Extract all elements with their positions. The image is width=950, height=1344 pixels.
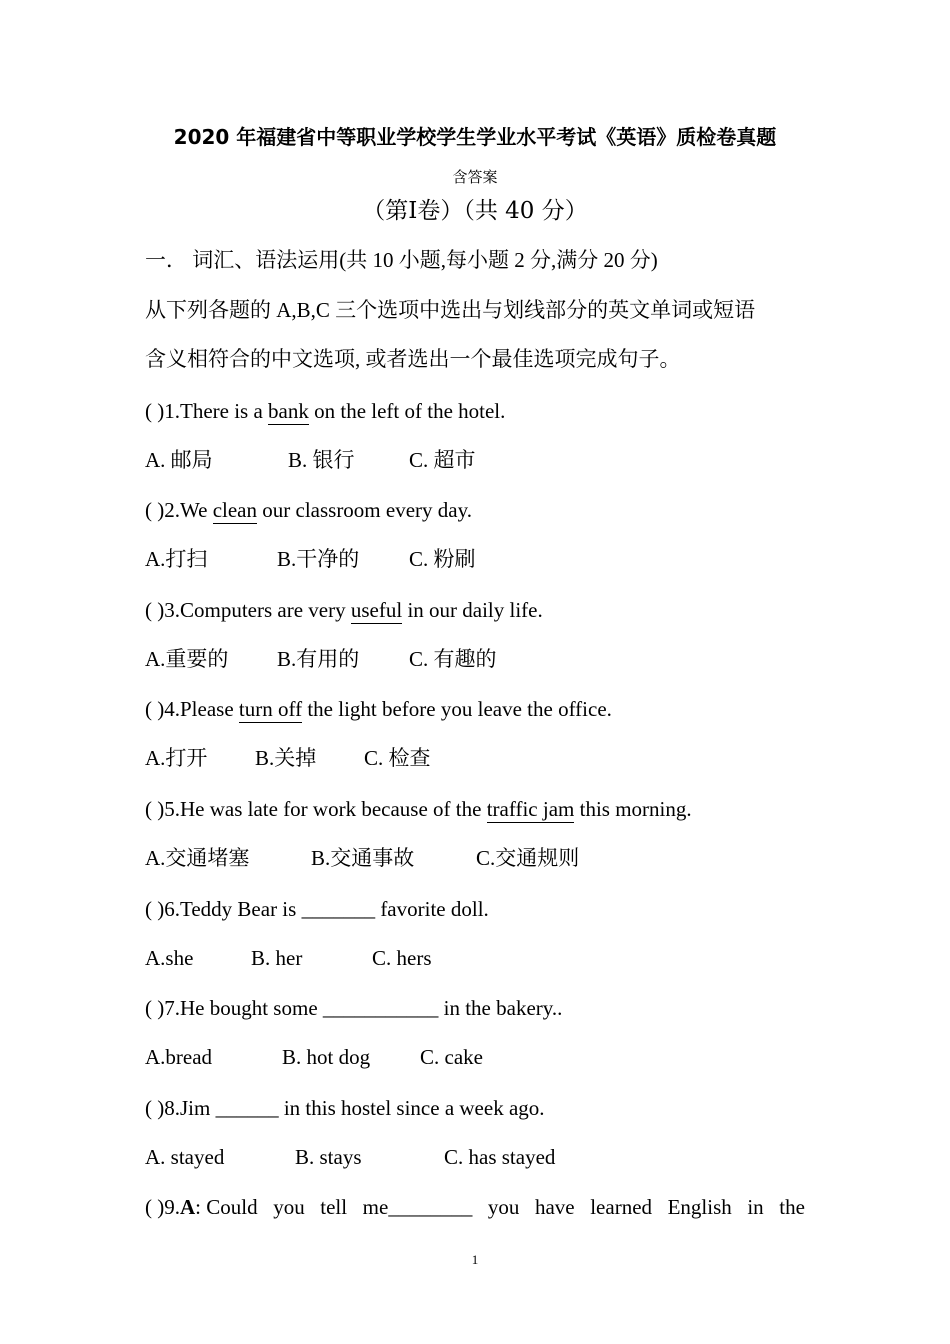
q9-word: you xyxy=(273,1195,305,1219)
option-b: B. stays xyxy=(295,1145,362,1169)
option-b: B. 银行 xyxy=(288,448,355,472)
question-2 xyxy=(145,496,472,524)
option-c: C. cake xyxy=(420,1045,483,1069)
option-c: C. 超市 xyxy=(409,448,476,472)
question-4 xyxy=(145,695,612,723)
question-1 xyxy=(145,397,505,425)
speaker-a: A xyxy=(180,1195,196,1219)
page-number: 1 xyxy=(471,1252,479,1267)
q9-word: me________ xyxy=(362,1195,473,1219)
option-c: C. has stayed xyxy=(444,1145,556,1169)
document-title: 2020 年福建省中等职业学校学生学业水平考试《英语》质检卷真题 xyxy=(173,125,777,149)
instruction-line-2: 含义相符合的中文选项, 或者选出一个最佳选项完成句子。 xyxy=(145,347,681,371)
option-b: B.关掉 xyxy=(255,746,317,770)
question-text: ( )6.Teddy Bear is _______ favorite doll. xyxy=(145,897,489,921)
q9-word: : Could xyxy=(195,1195,258,1219)
option-b: B.有用的 xyxy=(277,647,360,671)
option-a: A.she xyxy=(145,946,194,970)
question-text: ( )7.He bought some ___________ in the bakery.. xyxy=(145,996,563,1020)
question-text-end: on the left of the hotel. xyxy=(308,399,506,423)
option-c: C. 有趣的 xyxy=(409,647,497,671)
section-heading: 一． 词汇、语法运用(共 10 小题,每小题 2 分,满分 20 分) xyxy=(145,248,658,272)
q9-word: tell xyxy=(320,1195,348,1219)
question-text: ( )3.Computers are very xyxy=(145,598,351,622)
question-text: ( )4.Please xyxy=(145,697,239,721)
option-c: C.交通规则 xyxy=(476,846,580,870)
question-7 xyxy=(145,994,562,1022)
question-text-end: this morning. xyxy=(574,797,692,821)
q9-word: in xyxy=(747,1195,764,1219)
underlined-term: bank xyxy=(268,399,309,423)
option-a: A.交通堵塞 xyxy=(145,846,250,870)
underlined-term: turn off xyxy=(238,697,303,721)
q9-word: you xyxy=(487,1195,520,1219)
option-b: B.干净的 xyxy=(277,547,360,571)
option-a: A.bread xyxy=(145,1045,213,1069)
q9-word: have xyxy=(534,1195,575,1219)
option-a: A. 邮局 xyxy=(145,448,213,472)
question-3 xyxy=(145,596,543,624)
question-text-end: our classroom every day. xyxy=(257,498,472,522)
question-6 xyxy=(145,895,489,923)
instruction-line-1: 从下列各题的 A,B,C 三个选项中选出与划线部分的英文单词或短语 xyxy=(145,298,756,322)
option-c: C. 检查 xyxy=(364,746,431,770)
option-b: B.交通事故 xyxy=(311,846,415,870)
option-b: B. hot dog xyxy=(282,1045,371,1069)
option-a: A.打开 xyxy=(145,746,208,770)
q9-number xyxy=(145,1193,258,1221)
underlined-term: useful xyxy=(350,598,403,622)
question-text-end: the light before you leave the office. xyxy=(302,697,612,721)
question-text-end: in our daily life. xyxy=(402,598,543,622)
option-a: A.重要的 xyxy=(145,647,229,671)
question-5 xyxy=(145,795,692,823)
q9-word: English xyxy=(667,1195,732,1219)
q9-paren: ( )9. xyxy=(145,1195,180,1219)
option-c: C. 粉刷 xyxy=(409,547,476,571)
option-b: B. her xyxy=(251,946,303,970)
question-text: ( )1.There is a xyxy=(145,399,269,423)
option-a: A.打扫 xyxy=(145,547,208,571)
underlined-term: traffic jam xyxy=(486,797,575,821)
underlined-term: clean xyxy=(212,498,257,522)
question-8 xyxy=(145,1094,545,1122)
q9-word: the xyxy=(779,1195,805,1219)
volume-heading: （第Ⅰ卷）（共 40 分） xyxy=(362,198,588,224)
question-text: ( )5.He was late for work because of the xyxy=(145,797,487,821)
question-text: ( )8.Jim ______ in this hostel since a week ago. xyxy=(145,1096,545,1120)
option-c: C. hers xyxy=(372,946,432,970)
question-text: ( )2.We xyxy=(145,498,213,522)
q9-word: learned xyxy=(590,1195,653,1219)
option-a: A. stayed xyxy=(145,1145,225,1169)
document-subtitle: 含答案 xyxy=(452,168,498,186)
question-9 xyxy=(145,1193,805,1221)
